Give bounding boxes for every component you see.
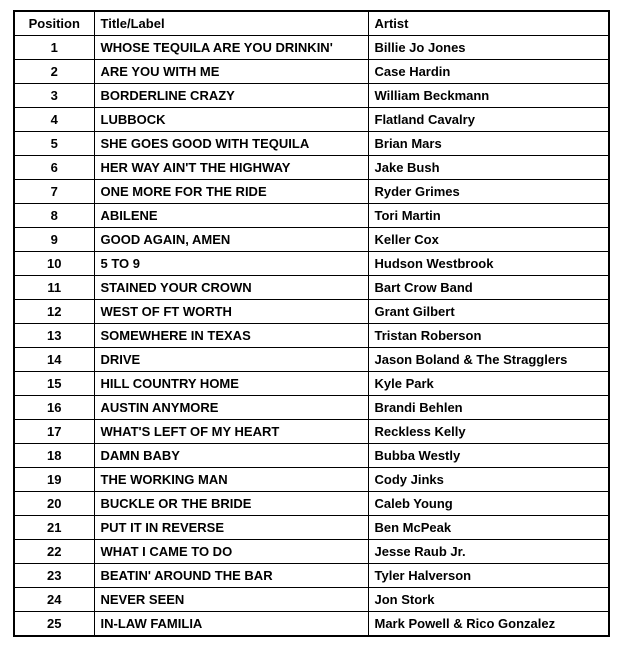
column-header-title: Title/Label [94, 11, 368, 36]
title-cell: WHAT'S LEFT OF MY HEART [94, 420, 368, 444]
table-row [14, 60, 609, 84]
title-cell: IN-LAW FAMILIA [94, 612, 368, 637]
title-cell: ONE MORE FOR THE RIDE [94, 180, 368, 204]
artist-cell: Brian Mars [368, 132, 609, 156]
position-cell: 13 [14, 324, 94, 348]
title-cell: SOMEWHERE IN TEXAS [94, 324, 368, 348]
artist-cell: Tori Martin [368, 204, 609, 228]
position-cell: 11 [14, 276, 94, 300]
table-row [14, 324, 609, 348]
position-cell: 22 [14, 540, 94, 564]
artist-cell: Bubba Westly [368, 444, 609, 468]
position-cell: 9 [14, 228, 94, 252]
table-row [14, 396, 609, 420]
position-cell: 19 [14, 468, 94, 492]
position-cell: 17 [14, 420, 94, 444]
title-cell: HER WAY AIN'T THE HIGHWAY [94, 156, 368, 180]
title-cell: THE WORKING MAN [94, 468, 368, 492]
column-header-position: Position [14, 11, 94, 36]
artist-cell: Keller Cox [368, 228, 609, 252]
artist-cell: Tristan Roberson [368, 324, 609, 348]
position-cell: 25 [14, 612, 94, 637]
artist-cell: Brandi Behlen [368, 396, 609, 420]
position-cell: 16 [14, 396, 94, 420]
position-cell: 2 [14, 60, 94, 84]
table-row [14, 420, 609, 444]
position-cell: 24 [14, 588, 94, 612]
artist-cell: Mark Powell & Rico Gonzalez [368, 612, 609, 637]
table-row [14, 252, 609, 276]
artist-cell: William Beckmann [368, 84, 609, 108]
position-cell: 1 [14, 36, 94, 60]
column-header-artist: Artist [368, 11, 609, 36]
table-row [14, 108, 609, 132]
table-row [14, 516, 609, 540]
table-row [14, 156, 609, 180]
title-cell: BORDERLINE CRAZY [94, 84, 368, 108]
title-cell: DRIVE [94, 348, 368, 372]
position-cell: 23 [14, 564, 94, 588]
position-cell: 14 [14, 348, 94, 372]
position-cell: 18 [14, 444, 94, 468]
header-row [14, 11, 609, 36]
artist-cell: Jesse Raub Jr. [368, 540, 609, 564]
artist-cell: Reckless Kelly [368, 420, 609, 444]
table-header [14, 11, 609, 36]
title-cell: LUBBOCK [94, 108, 368, 132]
table-row [14, 372, 609, 396]
table-row [14, 228, 609, 252]
table-row [14, 204, 609, 228]
table-row [14, 276, 609, 300]
title-cell: HILL COUNTRY HOME [94, 372, 368, 396]
songs-chart-table [13, 10, 610, 637]
artist-cell: Caleb Young [368, 492, 609, 516]
position-cell: 3 [14, 84, 94, 108]
table-row [14, 132, 609, 156]
table-row [14, 300, 609, 324]
table-body [14, 36, 609, 637]
table-row [14, 588, 609, 612]
title-cell: WHOSE TEQUILA ARE YOU DRINKIN' [94, 36, 368, 60]
title-cell: BUCKLE OR THE BRIDE [94, 492, 368, 516]
title-cell: ARE YOU WITH ME [94, 60, 368, 84]
title-cell: PUT IT IN REVERSE [94, 516, 368, 540]
position-cell: 5 [14, 132, 94, 156]
table-row [14, 348, 609, 372]
artist-cell: Ryder Grimes [368, 180, 609, 204]
table-row [14, 180, 609, 204]
position-cell: 20 [14, 492, 94, 516]
position-cell: 15 [14, 372, 94, 396]
title-cell: AUSTIN ANYMORE [94, 396, 368, 420]
artist-cell: Grant Gilbert [368, 300, 609, 324]
artist-cell: Cody Jinks [368, 468, 609, 492]
title-cell: WEST OF FT WORTH [94, 300, 368, 324]
artist-cell: Kyle Park [368, 372, 609, 396]
artist-cell: Case Hardin [368, 60, 609, 84]
title-cell: NEVER SEEN [94, 588, 368, 612]
table-row [14, 540, 609, 564]
table-row [14, 36, 609, 60]
title-cell: DAMN BABY [94, 444, 368, 468]
artist-cell: Bart Crow Band [368, 276, 609, 300]
position-cell: 6 [14, 156, 94, 180]
table-row [14, 564, 609, 588]
position-cell: 7 [14, 180, 94, 204]
artist-cell: Tyler Halverson [368, 564, 609, 588]
table-row [14, 612, 609, 637]
title-cell: STAINED YOUR CROWN [94, 276, 368, 300]
position-cell: 21 [14, 516, 94, 540]
position-cell: 4 [14, 108, 94, 132]
artist-cell: Hudson Westbrook [368, 252, 609, 276]
title-cell: SHE GOES GOOD WITH TEQUILA [94, 132, 368, 156]
artist-cell: Flatland Cavalry [368, 108, 609, 132]
artist-cell: Ben McPeak [368, 516, 609, 540]
artist-cell: Jake Bush [368, 156, 609, 180]
table-row [14, 444, 609, 468]
position-cell: 8 [14, 204, 94, 228]
artist-cell: Jason Boland & The Stragglers [368, 348, 609, 372]
artist-cell: Billie Jo Jones [368, 36, 609, 60]
artist-cell: Jon Stork [368, 588, 609, 612]
title-cell: WHAT I CAME TO DO [94, 540, 368, 564]
title-cell: GOOD AGAIN, AMEN [94, 228, 368, 252]
title-cell: BEATIN' AROUND THE BAR [94, 564, 368, 588]
position-cell: 10 [14, 252, 94, 276]
table-row [14, 492, 609, 516]
position-cell: 12 [14, 300, 94, 324]
table-row [14, 468, 609, 492]
title-cell: ABILENE [94, 204, 368, 228]
table-row [14, 84, 609, 108]
title-cell: 5 TO 9 [94, 252, 368, 276]
